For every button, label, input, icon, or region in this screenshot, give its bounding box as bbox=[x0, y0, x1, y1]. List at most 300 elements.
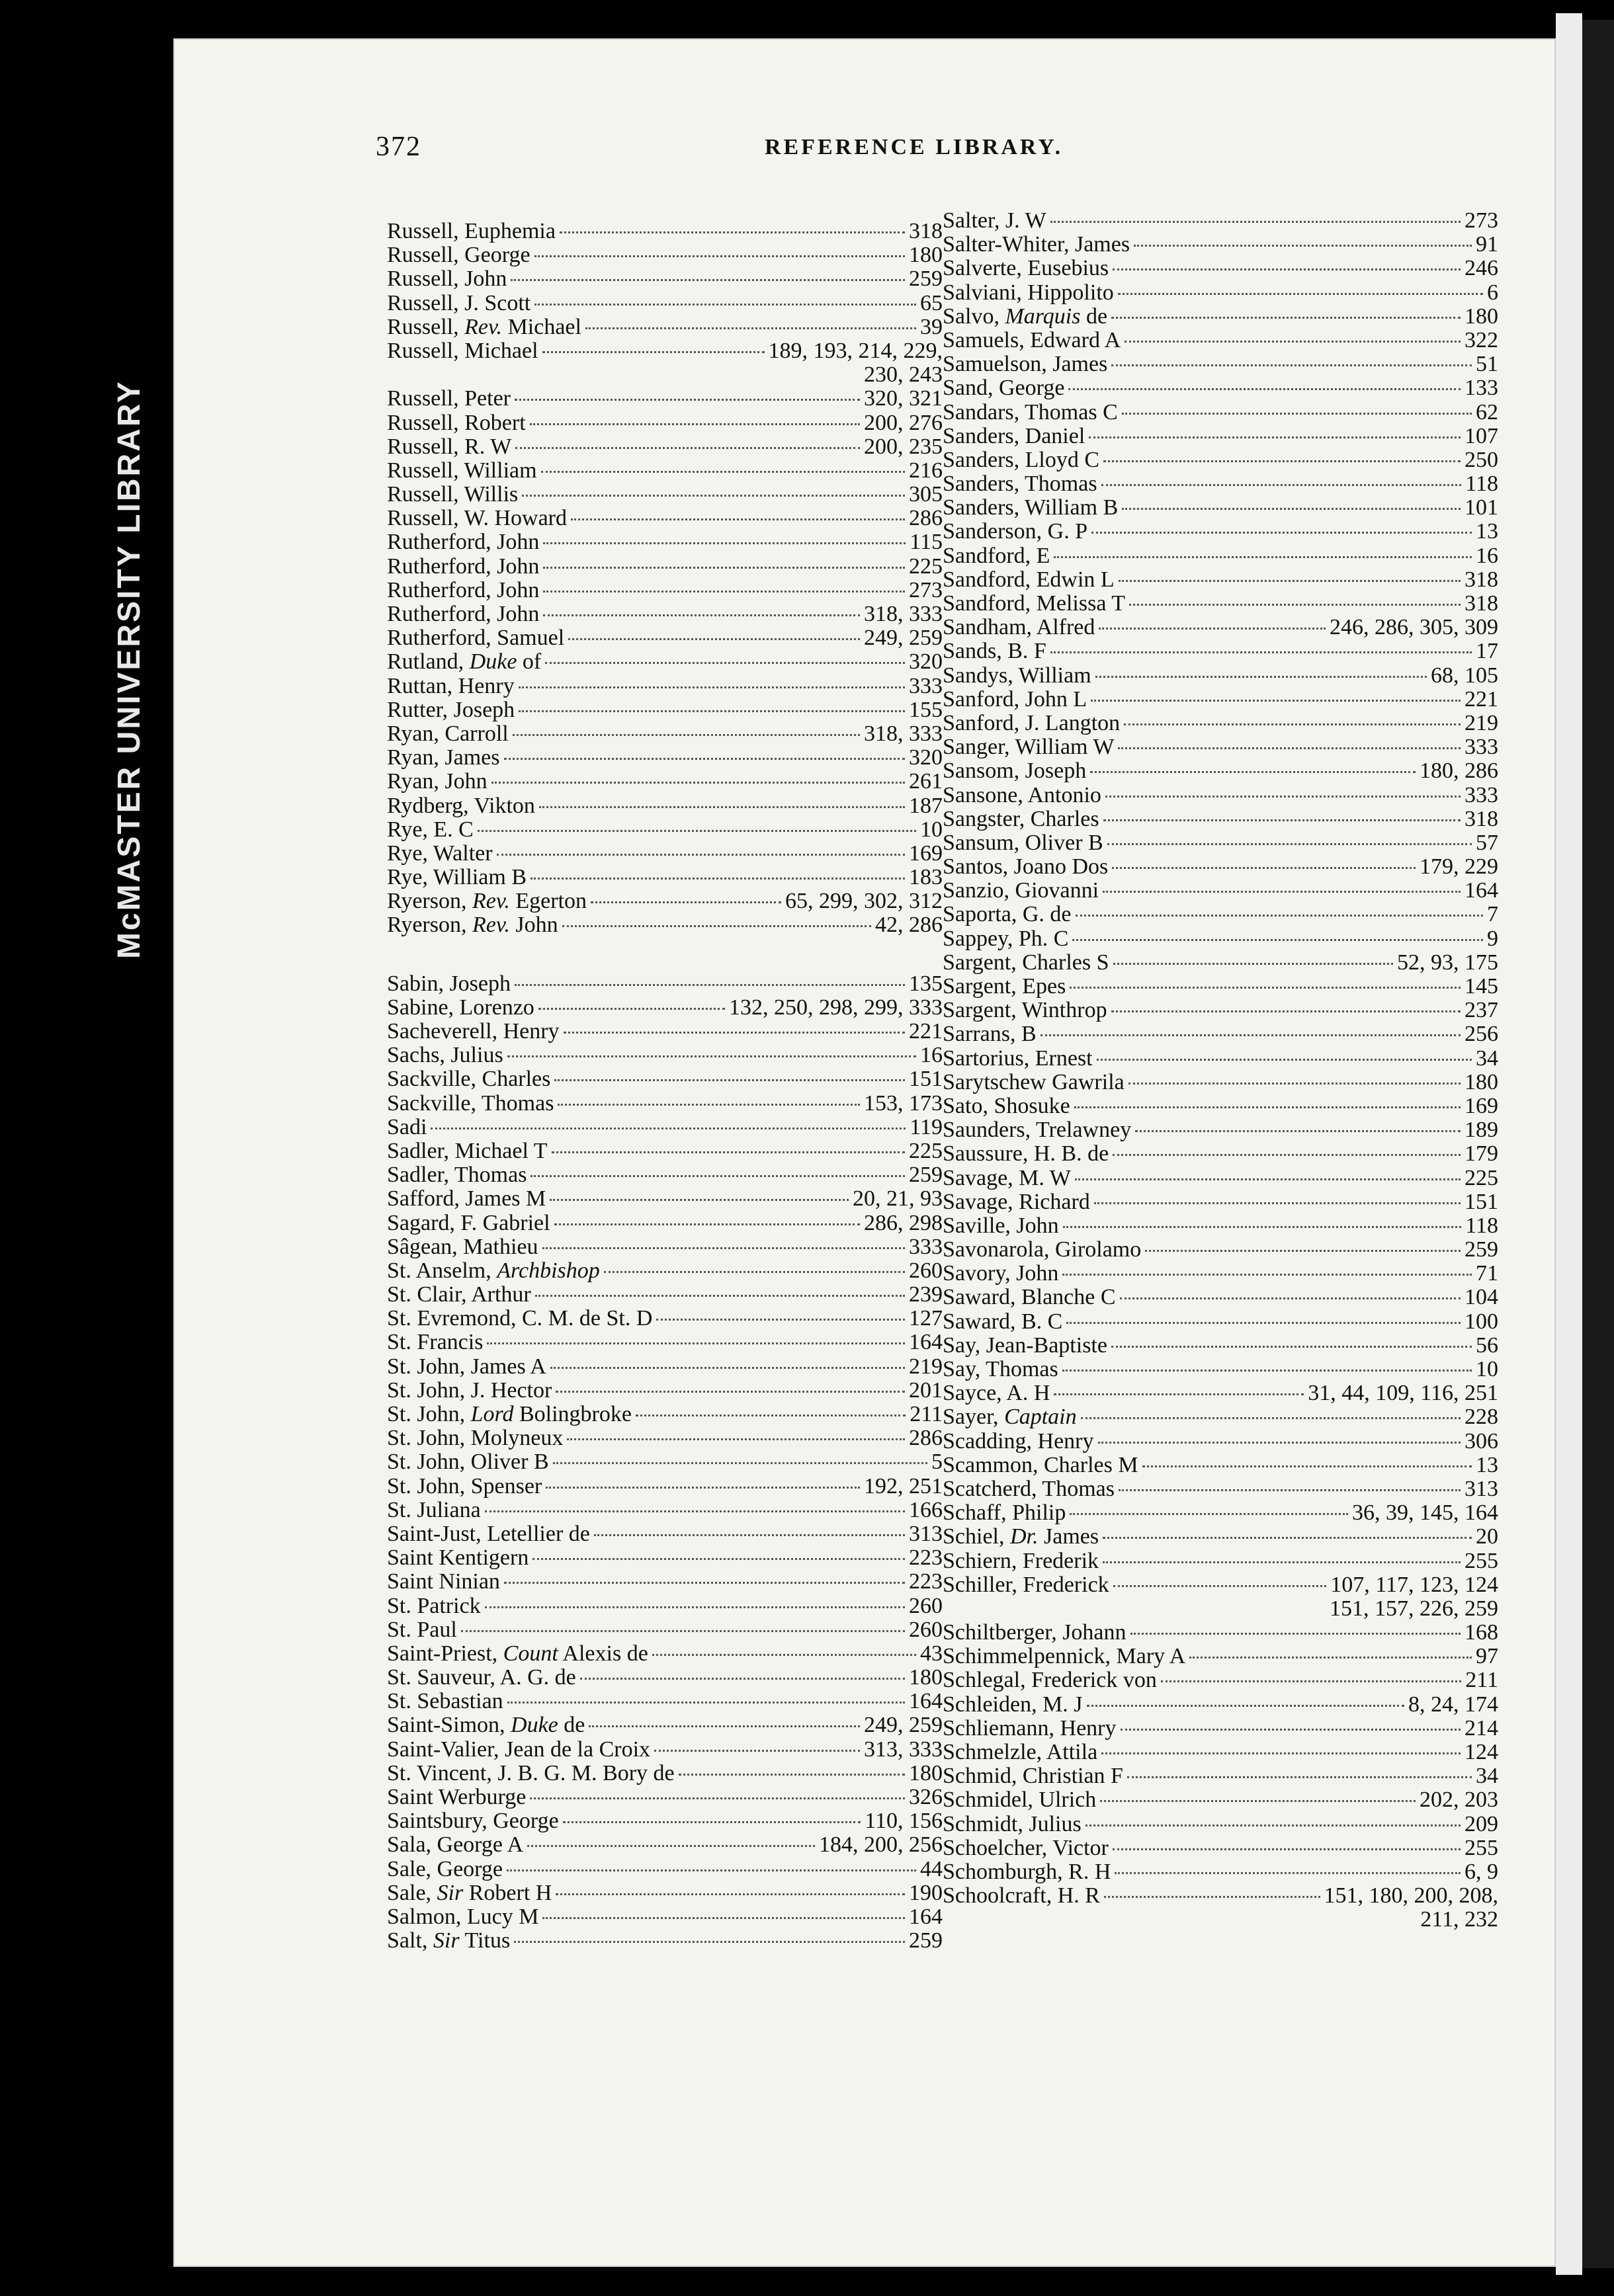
dot-leader bbox=[636, 1414, 906, 1416]
entry-name-main: Sandys, William bbox=[943, 663, 1091, 688]
index-entry bbox=[943, 1071, 1498, 1094]
entry-name bbox=[943, 520, 1087, 544]
entry-name-main: Sâgean, Mathieu bbox=[387, 1234, 538, 1259]
dot-leader bbox=[564, 1032, 905, 1034]
entry-pages: 249, 259 bbox=[864, 1713, 943, 1738]
index-entry-continuation: 230, 243 bbox=[864, 362, 943, 388]
index-entry bbox=[387, 1833, 943, 1857]
index-entry bbox=[943, 1693, 1498, 1717]
dot-leader bbox=[1122, 413, 1472, 415]
entry-title: Marquis bbox=[1005, 304, 1081, 329]
entry-pages: 255 bbox=[1465, 1548, 1498, 1573]
index-entry bbox=[943, 1118, 1498, 1142]
entry-pages: 104 bbox=[1465, 1285, 1498, 1310]
dot-leader bbox=[515, 984, 905, 986]
dot-leader bbox=[541, 471, 905, 473]
entry-name bbox=[943, 1167, 1071, 1190]
index-entry bbox=[387, 1379, 943, 1403]
dot-leader bbox=[1062, 1274, 1472, 1276]
entry-name bbox=[943, 1286, 1116, 1309]
index-column-right bbox=[943, 209, 1498, 1932]
entry-pages: 221 bbox=[1465, 686, 1498, 712]
entry-name-main: Ryan, James bbox=[387, 745, 500, 770]
entry-pages: 57 bbox=[1476, 830, 1498, 855]
dot-leader bbox=[1107, 843, 1472, 845]
entry-name-rest: John bbox=[509, 913, 558, 938]
index-entry bbox=[943, 568, 1498, 592]
entry-name-main: Rutherford, John bbox=[387, 554, 540, 579]
entry-name bbox=[387, 1044, 503, 1067]
entry-name-rest: Bolingbroke bbox=[513, 1402, 632, 1426]
entry-name bbox=[943, 664, 1091, 688]
entry-pages: 261 bbox=[909, 769, 943, 794]
entry-name bbox=[943, 1573, 1109, 1597]
index-entry bbox=[387, 1546, 943, 1570]
entry-pages: 333 bbox=[1465, 735, 1498, 760]
dot-leader bbox=[1097, 1059, 1472, 1061]
index-entry bbox=[943, 520, 1498, 544]
entry-pages: 107, 117, 123, 124 bbox=[1330, 1572, 1498, 1597]
entry-pages: 228 bbox=[1465, 1405, 1498, 1430]
entry-pages: 68, 105 bbox=[1431, 663, 1498, 688]
entry-pages: 209 bbox=[1465, 1811, 1498, 1836]
dot-leader bbox=[543, 591, 905, 593]
entry-name-main: Ryan, Carroll bbox=[387, 721, 509, 746]
entry-name-main: Sadler, Michael T bbox=[387, 1138, 548, 1163]
entry-name-main: Russell, William bbox=[387, 458, 537, 483]
entry-pages: 20 bbox=[1476, 1524, 1498, 1549]
index-entry bbox=[943, 1142, 1498, 1166]
dot-leader bbox=[1121, 1729, 1461, 1731]
index-entry bbox=[943, 784, 1498, 807]
dot-leader bbox=[1115, 1872, 1461, 1874]
dot-leader bbox=[531, 878, 905, 880]
index-entry bbox=[943, 999, 1498, 1022]
entry-name bbox=[387, 459, 537, 483]
entry-name-main: Scammon, Charles M bbox=[943, 1452, 1138, 1477]
entry-name bbox=[943, 927, 1068, 951]
index-entry bbox=[943, 544, 1498, 568]
entry-name bbox=[387, 842, 493, 866]
index-entry bbox=[387, 387, 943, 411]
entry-name bbox=[387, 996, 534, 1020]
dot-leader bbox=[1120, 1297, 1461, 1299]
entry-name-main: Russell, George bbox=[387, 243, 531, 268]
entry-pages: 313 bbox=[1465, 1476, 1498, 1501]
entry-name bbox=[387, 794, 535, 818]
entry-pages: 256 bbox=[1465, 1022, 1498, 1047]
dot-leader bbox=[1124, 723, 1461, 725]
entry-name-main: Sanders, William B bbox=[943, 495, 1119, 520]
entry-name-main: Sackville, Thomas bbox=[387, 1090, 554, 1116]
entry-name bbox=[943, 951, 1109, 975]
dot-leader bbox=[567, 1438, 905, 1440]
index-entry bbox=[387, 698, 943, 722]
entry-pages: 71 bbox=[1476, 1261, 1498, 1286]
entry-name bbox=[387, 1450, 549, 1474]
entry-name bbox=[943, 1142, 1109, 1166]
index-entry bbox=[943, 1047, 1498, 1071]
dot-leader bbox=[515, 447, 860, 449]
entry-name-main: Schoelcher, Victor bbox=[943, 1835, 1109, 1860]
entry-name-main: Rutland, bbox=[387, 649, 470, 675]
dot-leader bbox=[534, 304, 916, 306]
entry-name bbox=[387, 220, 556, 243]
entry-name bbox=[387, 722, 509, 746]
index-entry bbox=[387, 1809, 943, 1833]
entry-pages: 225 bbox=[909, 554, 943, 579]
entry-name-main: Saint-Valier, Jean de la Croix bbox=[387, 1737, 651, 1762]
dot-leader bbox=[485, 1510, 905, 1512]
entry-pages: 214 bbox=[1465, 1715, 1498, 1741]
entry-name bbox=[387, 1929, 510, 1953]
entry-pages: 192, 251 bbox=[864, 1473, 943, 1498]
entry-name bbox=[387, 1498, 481, 1522]
entry-name bbox=[943, 903, 1072, 926]
entry-pages: 223 bbox=[909, 1569, 943, 1594]
index-entry bbox=[387, 913, 943, 937]
entry-name-main: Russell, John bbox=[387, 266, 507, 292]
entry-name-main: Sale, bbox=[387, 1880, 437, 1905]
entry-pages: 13 bbox=[1476, 1452, 1498, 1477]
entry-pages: 190 bbox=[909, 1880, 943, 1905]
index-entry bbox=[387, 1283, 943, 1307]
index-entry bbox=[387, 842, 943, 866]
entry-name-main: Saint Werburge bbox=[387, 1785, 527, 1809]
dot-leader bbox=[1113, 1154, 1461, 1156]
index-entry bbox=[387, 1235, 943, 1259]
index-entry bbox=[387, 339, 943, 363]
entry-name bbox=[387, 483, 518, 507]
index-entry bbox=[943, 1214, 1498, 1238]
entry-name bbox=[387, 1139, 548, 1163]
entry-name bbox=[943, 1813, 1082, 1836]
entry-pages: 202, 203 bbox=[1420, 1787, 1498, 1813]
entry-pages: 42, 286 bbox=[875, 913, 943, 938]
entry-name bbox=[387, 1785, 526, 1809]
entry-name bbox=[943, 1501, 1066, 1525]
entry-name bbox=[387, 1642, 648, 1666]
entry-name-main: Safford, James M bbox=[387, 1186, 546, 1211]
index-entry bbox=[943, 712, 1498, 735]
dot-leader bbox=[527, 1845, 815, 1847]
dot-leader bbox=[1085, 1824, 1461, 1826]
entry-name bbox=[943, 401, 1118, 425]
index-entry bbox=[387, 1618, 943, 1642]
entry-title: Rev. bbox=[472, 889, 510, 914]
dot-leader bbox=[1063, 1226, 1462, 1228]
entry-name bbox=[943, 759, 1086, 783]
entry-name-main: Sandford, Edwin L bbox=[943, 567, 1115, 592]
entry-name-main: Scadding, Henry bbox=[943, 1428, 1094, 1454]
entry-pages: 223 bbox=[909, 1545, 943, 1571]
index-entry bbox=[943, 329, 1498, 352]
index-entry bbox=[943, 448, 1498, 472]
entry-name-main: Salmon, Lucy M bbox=[387, 1904, 539, 1929]
dot-leader bbox=[1054, 556, 1472, 558]
entry-name-main: Sato, Shosuke bbox=[943, 1093, 1070, 1118]
entry-name-main: Savage, Richard bbox=[943, 1189, 1090, 1214]
entry-name-main: Sandford, Melissa T bbox=[943, 591, 1126, 616]
entry-name bbox=[387, 1020, 560, 1044]
entry-name bbox=[943, 1405, 1077, 1429]
entry-name bbox=[387, 913, 558, 937]
entry-name bbox=[943, 1693, 1083, 1717]
index-entry bbox=[387, 1020, 943, 1044]
entry-name-main: Savage, M. W bbox=[943, 1165, 1071, 1190]
index-entry bbox=[943, 496, 1498, 520]
entry-name-main: Saint-Priest, bbox=[387, 1641, 503, 1666]
dot-leader bbox=[1103, 891, 1461, 893]
entry-name-rest: Egerton bbox=[509, 889, 587, 914]
entry-pages: 313, 333 bbox=[864, 1737, 943, 1762]
entry-name bbox=[387, 1092, 554, 1116]
entry-name-main: Sargent, Charles S bbox=[943, 950, 1109, 975]
entry-name-main: Schlegal, Frederick von bbox=[943, 1668, 1157, 1693]
dot-leader bbox=[1041, 1034, 1461, 1036]
dot-leader bbox=[1104, 1896, 1320, 1898]
dot-leader bbox=[1062, 1370, 1472, 1372]
dot-leader bbox=[530, 1797, 905, 1799]
entry-name-main: Sansone, Antonio bbox=[943, 782, 1101, 807]
dot-leader bbox=[543, 614, 860, 616]
entry-pages: 189 bbox=[1465, 1118, 1498, 1143]
entry-pages: 5 bbox=[931, 1450, 943, 1475]
entry-pages: 320, 321 bbox=[864, 386, 943, 411]
dot-leader bbox=[1142, 1465, 1472, 1467]
entry-name bbox=[387, 1307, 652, 1331]
entry-name bbox=[387, 818, 474, 842]
entry-name bbox=[387, 770, 488, 794]
entry-name-main: Schoolcraft, H. R bbox=[943, 1883, 1100, 1908]
dot-leader bbox=[1089, 436, 1461, 438]
entry-title: Sir bbox=[437, 1880, 464, 1905]
entry-pages: 164 bbox=[909, 1689, 943, 1714]
entry-name bbox=[387, 1738, 650, 1762]
entry-name bbox=[387, 1905, 538, 1929]
entry-pages: 151, 180, 200, 208, bbox=[1324, 1883, 1498, 1908]
entry-name bbox=[387, 602, 539, 626]
index-entry bbox=[387, 1762, 943, 1785]
entry-name-main: Sacheverell, Henry bbox=[387, 1019, 560, 1044]
dot-leader bbox=[1103, 819, 1461, 821]
entry-name bbox=[943, 784, 1101, 807]
dot-leader bbox=[652, 1654, 916, 1656]
dot-leader bbox=[497, 854, 905, 856]
entry-pages: 225 bbox=[909, 1138, 943, 1163]
library-stamp-text: McMASTER UNIVERSITY LIBRARY bbox=[112, 380, 147, 959]
entry-name-main: Russell, bbox=[387, 314, 465, 339]
index-entry bbox=[387, 243, 943, 267]
entry-name bbox=[943, 257, 1109, 280]
entry-pages: 180 bbox=[1465, 1069, 1498, 1094]
index-entry bbox=[387, 1690, 943, 1713]
entry-name-main: Sappey, Ph. C bbox=[943, 926, 1069, 951]
entry-name bbox=[943, 1884, 1100, 1908]
dot-leader bbox=[511, 279, 905, 281]
entry-name bbox=[943, 1022, 1037, 1046]
entry-name bbox=[943, 1477, 1115, 1501]
entry-name-main: Sandars, Thomas C bbox=[943, 399, 1118, 425]
entry-pages: 201 bbox=[909, 1377, 943, 1403]
dot-leader bbox=[554, 1079, 905, 1081]
dot-leader bbox=[1119, 1489, 1461, 1491]
index-entry bbox=[387, 1475, 943, 1498]
index-entry bbox=[943, 1022, 1498, 1046]
entry-name bbox=[943, 1741, 1097, 1764]
entry-pages: 164 bbox=[1465, 878, 1498, 903]
index-entry bbox=[387, 292, 943, 315]
dot-leader bbox=[519, 686, 905, 688]
entry-pages: 9 bbox=[1487, 926, 1498, 951]
entry-pages: 184, 200, 256 bbox=[819, 1832, 943, 1858]
entry-name-main: St. John, Oliver B bbox=[387, 1450, 549, 1475]
dot-leader bbox=[556, 1893, 905, 1895]
entry-name-main: Schiller, Frederick bbox=[943, 1572, 1109, 1597]
entry-pages: 8, 24, 174 bbox=[1408, 1692, 1498, 1717]
dot-leader bbox=[1113, 1585, 1327, 1587]
index-entry bbox=[387, 818, 943, 842]
entry-pages: 110, 156 bbox=[865, 1809, 943, 1834]
dot-leader bbox=[1072, 939, 1483, 941]
dot-leader bbox=[1054, 1393, 1304, 1395]
entry-name bbox=[387, 1426, 563, 1450]
dot-leader bbox=[1095, 676, 1427, 678]
entry-name bbox=[943, 1788, 1096, 1812]
entry-pages: 168 bbox=[1465, 1620, 1498, 1645]
entry-name bbox=[943, 975, 1066, 999]
entry-name bbox=[943, 233, 1130, 257]
entry-name-main: Rutherford, John bbox=[387, 577, 540, 602]
entry-name-main: Sayer, bbox=[943, 1405, 1005, 1430]
dot-leader bbox=[1101, 484, 1462, 486]
dot-leader bbox=[560, 231, 905, 233]
entry-name-main: Schaff, Philip bbox=[943, 1500, 1066, 1526]
entry-name bbox=[387, 267, 507, 291]
entry-name bbox=[943, 329, 1121, 352]
section-gap bbox=[387, 938, 943, 972]
entry-name-main: Sale, George bbox=[387, 1856, 503, 1881]
entry-name-main: Saint Ninian bbox=[387, 1569, 500, 1594]
entry-name bbox=[387, 626, 564, 650]
entry-pages: 180 bbox=[909, 1760, 943, 1785]
dot-leader bbox=[1081, 1417, 1461, 1419]
index-entry bbox=[943, 1717, 1498, 1741]
entry-pages: 333 bbox=[909, 1234, 943, 1259]
index-entry bbox=[943, 1549, 1498, 1573]
dot-leader bbox=[538, 1008, 725, 1010]
index-entry bbox=[943, 639, 1498, 663]
index-entry bbox=[943, 831, 1498, 855]
dot-leader bbox=[1135, 1130, 1461, 1132]
entry-name bbox=[943, 616, 1095, 639]
entry-pages: 34 bbox=[1476, 1046, 1498, 1071]
index-entry bbox=[943, 1358, 1498, 1381]
entry-name-main: Sanzio, Giovanni bbox=[943, 878, 1099, 903]
entry-name-main: Ryerson, bbox=[387, 889, 472, 914]
index-entry bbox=[387, 1067, 943, 1091]
dot-leader bbox=[1090, 771, 1416, 773]
index-entry bbox=[387, 220, 943, 243]
entry-name-main: Ruttan, Henry bbox=[387, 673, 515, 698]
entry-pages: 180 bbox=[909, 243, 943, 268]
entry-title: Sir bbox=[433, 1928, 460, 1953]
entry-pages: 313 bbox=[909, 1521, 943, 1546]
entry-pages: 124 bbox=[1465, 1740, 1498, 1764]
dot-leader bbox=[543, 542, 906, 544]
entry-pages: 273 bbox=[1465, 208, 1498, 233]
entry-name bbox=[943, 1334, 1107, 1358]
dot-leader bbox=[1111, 1346, 1472, 1348]
index-entry bbox=[943, 472, 1498, 496]
entry-name bbox=[943, 1645, 1185, 1668]
entry-name-main: St. Francis bbox=[387, 1330, 484, 1355]
entry-name bbox=[387, 555, 539, 579]
entry-title: Dr. bbox=[1009, 1524, 1039, 1549]
index-entry bbox=[943, 664, 1498, 688]
dot-leader bbox=[1076, 915, 1483, 917]
dot-leader bbox=[504, 758, 906, 760]
entry-pages: 115 bbox=[910, 530, 943, 555]
dot-leader bbox=[1091, 532, 1472, 534]
dot-leader bbox=[1111, 317, 1461, 319]
entry-name bbox=[943, 1262, 1058, 1286]
index-entry bbox=[387, 459, 943, 483]
dot-leader bbox=[507, 1055, 916, 1057]
index-entry bbox=[387, 1187, 943, 1211]
entry-name-main: Sanders, Thomas bbox=[943, 472, 1097, 497]
dot-leader bbox=[1075, 1178, 1461, 1180]
entry-name-main: Santos, Joano Dos bbox=[943, 854, 1109, 880]
index-entry bbox=[943, 1238, 1498, 1262]
index-entry bbox=[943, 592, 1498, 616]
entry-pages: 51 bbox=[1476, 352, 1498, 377]
dot-leader bbox=[1074, 1106, 1461, 1108]
entry-name bbox=[943, 568, 1115, 592]
entry-pages: 100 bbox=[1465, 1309, 1498, 1334]
dot-leader bbox=[513, 734, 860, 736]
dot-leader bbox=[530, 423, 860, 425]
entry-name-main: Salviani, Hippolito bbox=[943, 280, 1114, 305]
entry-name-main: Russell, Euphemia bbox=[387, 219, 556, 243]
entry-pages: 180, 286 bbox=[1420, 758, 1498, 784]
dot-leader bbox=[1066, 1322, 1461, 1324]
entry-name-rest: Michael bbox=[502, 314, 581, 339]
entry-name-main: Saporta, G. de bbox=[943, 902, 1072, 927]
dot-leader bbox=[1103, 1537, 1472, 1539]
index-entry bbox=[387, 722, 943, 746]
entry-name-main: Rutherford, John bbox=[387, 530, 540, 555]
entry-pages: 318 bbox=[1465, 806, 1498, 831]
index-entry bbox=[943, 1621, 1498, 1645]
entry-name bbox=[387, 243, 531, 267]
entry-pages: 151 bbox=[909, 1067, 943, 1092]
index-entry bbox=[387, 1044, 943, 1067]
entry-name-main: Ryerson, bbox=[387, 913, 472, 938]
entry-name bbox=[943, 544, 1050, 568]
entry-title: Captain bbox=[1004, 1405, 1077, 1430]
entry-name-main: Samuelson, James bbox=[943, 352, 1108, 377]
dot-leader bbox=[1087, 1705, 1404, 1707]
entry-name-main: St. Anselm, bbox=[387, 1258, 497, 1283]
entry-name-main: Saint-Simon, bbox=[387, 1713, 511, 1738]
entry-name-main: Ryan, John bbox=[387, 769, 488, 794]
dot-leader bbox=[1099, 628, 1326, 630]
entry-pages: 179 bbox=[1465, 1141, 1498, 1167]
entry-name-rest: de bbox=[1080, 304, 1108, 329]
dot-leader bbox=[1068, 388, 1461, 390]
dot-leader bbox=[1070, 987, 1461, 989]
